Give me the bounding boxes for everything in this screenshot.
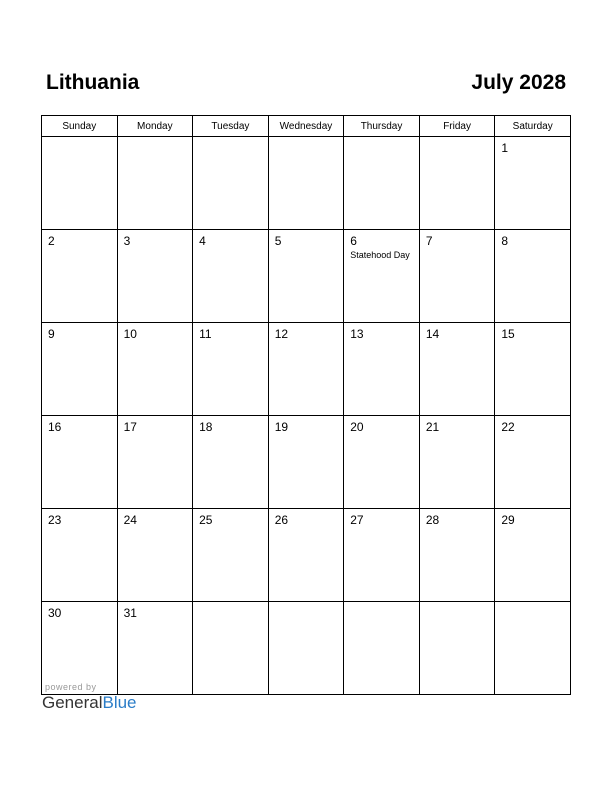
day-number: 29: [501, 513, 515, 527]
day-cell: [268, 323, 344, 416]
day-cell: [193, 416, 269, 509]
day-cell: [495, 230, 571, 323]
day-number: 7: [425, 234, 433, 248]
day-cell: [419, 323, 495, 416]
empty-day-cell: [268, 137, 344, 230]
day-number: 1: [501, 141, 509, 155]
day-cell: [495, 137, 571, 230]
day-cell: [193, 323, 269, 416]
day-cell: [419, 509, 495, 602]
day-cell: [344, 416, 420, 509]
calendar-grid: [41, 115, 571, 695]
day-cell: [344, 323, 420, 416]
day-number: 30: [48, 606, 62, 620]
day-cell: [193, 509, 269, 602]
holiday-label: Statehood Day: [350, 250, 410, 260]
powered-by-label: powered by: [45, 682, 97, 692]
empty-day-cell: [344, 137, 420, 230]
weekday-wednesday: Wednesday: [268, 116, 344, 137]
day-number: 19: [274, 420, 289, 434]
day-number: 14: [425, 327, 440, 341]
empty-day-cell: [495, 602, 571, 695]
day-number: 25: [199, 513, 213, 527]
weekday-tuesday: Tuesday: [193, 116, 269, 137]
day-cell: [117, 509, 193, 602]
day-cell: [193, 230, 269, 323]
empty-day-cell: [419, 602, 495, 695]
day-cell: [495, 416, 571, 509]
day-number: 5: [274, 234, 282, 248]
day-cell: [42, 230, 118, 323]
day-number: 22: [501, 420, 515, 434]
week-row: [42, 323, 571, 416]
weekday-saturday: Saturday: [495, 116, 571, 137]
weekday-monday: Monday: [117, 116, 193, 137]
day-number: 27: [350, 513, 364, 527]
day-number: 3: [123, 234, 131, 248]
day-number: 15: [501, 327, 515, 341]
empty-day-cell: [268, 602, 344, 695]
generalblue-logo: [42, 693, 137, 713]
day-cell: [117, 323, 193, 416]
day-cell: [42, 509, 118, 602]
week-row: [42, 602, 571, 695]
day-number: 10: [123, 327, 137, 341]
day-cell: [268, 416, 344, 509]
day-number: 26: [274, 513, 289, 527]
brand-general-text: General: [42, 693, 103, 712]
day-number: 24: [123, 513, 137, 527]
day-number: 12: [274, 327, 289, 341]
day-cell: [117, 602, 193, 695]
empty-day-cell: [193, 602, 269, 695]
empty-day-cell: [42, 137, 118, 230]
week-row: [42, 230, 571, 323]
day-number: 21: [425, 420, 440, 434]
empty-day-cell: [117, 137, 193, 230]
empty-day-cell: [419, 137, 495, 230]
day-cell: [117, 416, 193, 509]
day-cell: [419, 416, 495, 509]
day-cell: [268, 509, 344, 602]
brand-blue-text: Blue: [102, 693, 137, 712]
day-number: 9: [48, 327, 55, 341]
week-row: [42, 509, 571, 602]
day-number: 4: [199, 234, 206, 248]
day-cell: [42, 323, 118, 416]
empty-day-cell: [344, 602, 420, 695]
day-number: 16: [48, 420, 62, 434]
day-cell: [495, 323, 571, 416]
day-number: 2: [48, 234, 55, 248]
weekday-sunday: Sunday: [42, 116, 118, 137]
day-number: 8: [501, 234, 509, 248]
week-row: [42, 137, 571, 230]
empty-day-cell: [193, 137, 269, 230]
day-cell: [42, 416, 118, 509]
day-cell: [42, 602, 118, 695]
day-cell: [344, 230, 420, 323]
day-number: 28: [425, 513, 440, 527]
day-number: 6: [350, 234, 357, 248]
weekday-thursday: Thursday: [344, 116, 420, 137]
week-row: [42, 416, 571, 509]
day-number: 20: [350, 420, 364, 434]
day-number: 17: [123, 420, 137, 434]
day-cell: [495, 509, 571, 602]
day-cell: [117, 230, 193, 323]
weekday-friday: Friday: [419, 116, 495, 137]
day-number: 23: [48, 513, 62, 527]
day-number: 13: [350, 327, 364, 341]
day-cell: [419, 230, 495, 323]
month-title: July 2028: [471, 71, 566, 94]
country-title: Lithuania: [46, 71, 140, 94]
day-number: 31: [123, 606, 137, 620]
weekday-header-row: [42, 116, 571, 137]
day-cell: [268, 230, 344, 323]
day-number: 18: [199, 420, 213, 434]
day-number: 11: [199, 327, 212, 341]
day-cell: [344, 509, 420, 602]
